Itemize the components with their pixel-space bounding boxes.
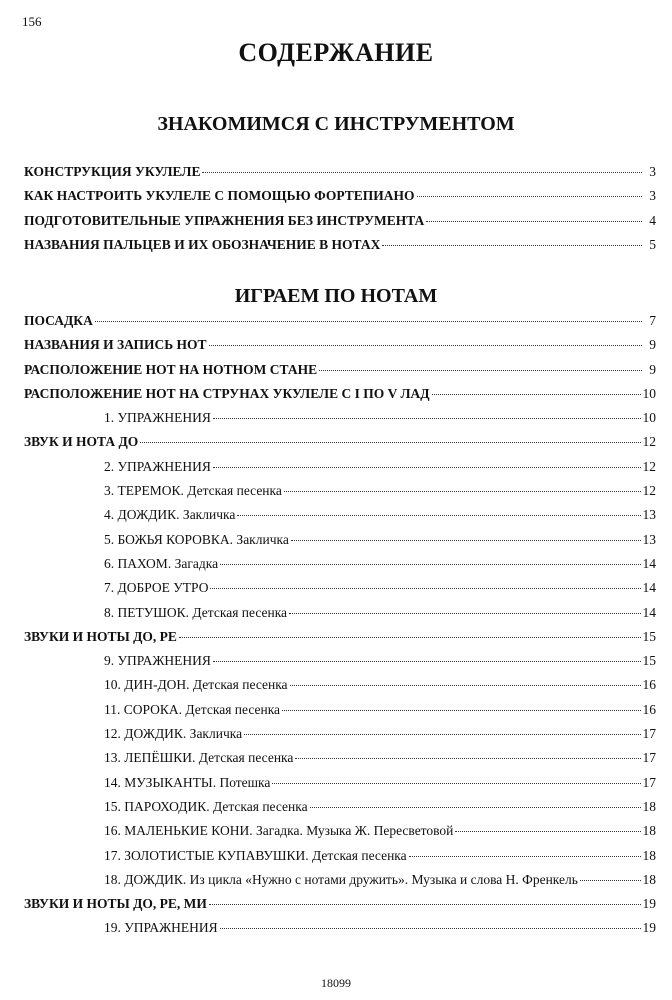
toc-entry-page: 18: [642, 847, 656, 863]
dot-leader: [210, 588, 640, 589]
toc-entry: [24, 649, 656, 673]
toc-entry-page: 9: [649, 361, 656, 377]
dot-leader: [220, 928, 641, 929]
toc-entry: [24, 892, 656, 916]
toc-entry-page: 12: [642, 458, 656, 474]
toc-entry: [24, 819, 656, 843]
toc-entry-page: 14: [642, 580, 656, 596]
toc-entry-page: 13: [642, 507, 656, 523]
dot-leader: [290, 685, 641, 686]
dot-leader: [291, 540, 641, 541]
toc-entry-page: 4: [649, 212, 656, 228]
toc-entry-title: ЗВУК И НОТА ДО: [24, 434, 139, 450]
toc-entry-page: 12: [642, 434, 656, 450]
toc-entry-title: РАСПОЛОЖЕНИЕ НОТ НА НОТНОМ СТАНЕ: [24, 361, 318, 377]
toc-entry-title: ЗВУКИ И НОТЫ ДО, РЕ, МИ: [24, 896, 207, 912]
toc-entry-page: 17: [642, 726, 656, 742]
footer-code: 18099: [321, 976, 351, 990]
dot-leader: [95, 321, 642, 322]
toc-entry-page: 15: [642, 653, 656, 669]
toc-entry-title: ПОСАДКА: [24, 313, 93, 328]
toc-entry-page: 18: [642, 871, 656, 887]
dot-leader: [455, 831, 640, 832]
dot-leader: [282, 710, 640, 711]
toc-entry-page: 13: [642, 531, 656, 547]
toc-entry: [24, 552, 656, 576]
dot-leader: [580, 880, 641, 881]
toc-entry: [24, 625, 656, 649]
dot-leader: [202, 172, 642, 173]
toc-entry-page: 18: [642, 798, 656, 814]
toc-entry-page: 14: [642, 604, 656, 620]
toc-entry-title: РАСПОЛОЖЕНИЕ НОТ НА СТРУНАХ УКУЛЕЛЕ С I ПО V ЛАД: [24, 385, 430, 401]
dot-leader: [272, 783, 640, 784]
toc-entry: [24, 722, 656, 746]
dot-leader: [284, 491, 641, 492]
toc-entry: [24, 868, 656, 892]
dot-leader: [289, 613, 640, 614]
toc-entry: [24, 746, 656, 770]
toc-entry-title: НАЗВАНИЯ ПАЛЬЦЕВ И ИХ ОБОЗНАЧЕНИЕ В НОТАХ: [24, 236, 381, 252]
toc-entry: [24, 160, 656, 184]
toc-entry: [24, 358, 656, 382]
toc-entry: [24, 844, 656, 868]
dot-leader: [209, 904, 641, 905]
dot-leader: [179, 637, 641, 638]
toc-entry-title: КАК НАСТРОИТЬ УКУЛЕЛЕ С ПОМОЩЬЮ ФОРТЕПИАНО: [24, 188, 415, 204]
toc-entry-page: 19: [642, 920, 656, 936]
toc-entry-page: 18: [642, 823, 656, 839]
toc-entry-page: 19: [642, 896, 656, 912]
toc-entry-title: 5. БОЖЬЯ КОРОВКА. Закличка: [104, 531, 289, 547]
toc-entry: [24, 382, 656, 406]
toc-entry: [24, 333, 656, 357]
toc-entry: [24, 576, 656, 600]
section-title-1: ЗНАКОМИМСЯ С ИНСТРУМЕНТОМ: [157, 113, 515, 135]
toc-entry-title: 16. МАЛЕНЬКИЕ КОНИ. Загадка. Музыка Ж. Пересветовой: [104, 823, 454, 839]
toc-entry-title: 13. ЛЕПЁШКИ. Детская песенка: [104, 750, 294, 766]
toc-entry-title: 15. ПАРОХОДИК. Детская песенка: [104, 798, 308, 814]
toc-entry-page: 16: [642, 701, 656, 717]
dot-leader: [213, 467, 641, 468]
toc-entry-title: 7. ДОБРОЕ УТРО: [104, 580, 209, 596]
toc-entry-page: 3: [649, 188, 656, 204]
toc-entry: [24, 698, 656, 722]
toc-entry-title: 17. ЗОЛОТИСТЫЕ КУПАВУШКИ. Детская песенка: [104, 847, 407, 863]
toc-section-1: [24, 160, 656, 257]
dot-leader: [426, 221, 642, 222]
toc-entry: [24, 233, 656, 257]
toc-entry-page: 15: [642, 628, 656, 644]
toc-entry-title: 10. ДИН-ДОН. Детская песенка: [104, 677, 288, 693]
dot-leader: [417, 196, 642, 197]
toc-entry-title: 19. УПРАЖНЕНИЯ: [104, 920, 218, 936]
toc-entry-title: 18. ДОЖДИК. Из цикла «Нужно с нотами дружить». Музыка и слова Н. Френкель: [104, 871, 578, 887]
section-title-2: ИГРАЕМ ПО НОТАМ: [234, 285, 438, 307]
toc-section-2: [24, 309, 656, 941]
toc-entry-page: 16: [642, 677, 656, 693]
dot-leader: [295, 758, 640, 759]
toc-entry: [24, 309, 656, 333]
dot-leader: [310, 807, 641, 808]
toc-entry-page: 14: [642, 555, 656, 571]
toc-entry-page: 9: [649, 337, 656, 353]
toc-entry-title: 2. УПРАЖНЕНИЯ: [104, 458, 211, 474]
toc-entry-title: 12. ДОЖДИК. Закличка: [104, 726, 243, 742]
dot-leader: [319, 370, 642, 371]
toc-entry-title: 8. ПЕТУШОК. Детская песенка: [104, 604, 288, 620]
toc-entry: [24, 528, 656, 552]
toc-entry-page: 17: [642, 750, 656, 766]
toc-entry-title: 14. МУЗЫКАНТЫ. Потешка: [104, 774, 271, 790]
toc-entry-title: ПОДГОТОВИТЕЛЬНЫЕ УПРАЖНЕНИЯ БЕЗ ИНСТРУМЕНТА: [24, 212, 425, 228]
toc-entry-title: КОНСТРУКЦИЯ УКУЛЕЛЕ: [24, 164, 201, 179]
toc-entry-title: ЗВУКИ И НОТЫ ДО, РЕ: [24, 628, 177, 644]
toc-entry-page: 12: [642, 483, 656, 499]
toc-entry: [24, 455, 656, 479]
toc-entry-title: 3. ТЕРЕМОК. Детская песенка: [104, 483, 282, 499]
page-title: СОДЕРЖАНИЕ: [238, 38, 434, 67]
toc-entry-title: 4. ДОЖДИК. Закличка: [104, 507, 236, 523]
toc-entry-title: 9. УПРАЖНЕНИЯ: [104, 653, 211, 669]
toc-entry: [24, 795, 656, 819]
toc-entry: [24, 479, 656, 503]
toc-entry: [24, 209, 656, 233]
dot-leader: [237, 515, 640, 516]
toc-entry-title: 6. ПАХОМ. Загадка: [104, 555, 219, 571]
toc-entry: [24, 184, 656, 208]
page-number: 156: [22, 14, 42, 29]
toc-entry-title: 11. СОРОКА. Детская песенка: [104, 701, 281, 717]
toc-entry: [24, 673, 656, 697]
toc-entry: [24, 503, 656, 527]
toc-entry-title: НАЗВАНИЯ И ЗАПИСЬ НОТ: [24, 337, 207, 353]
dot-leader: [432, 394, 641, 395]
toc-entry: [24, 430, 656, 454]
toc-entry-page: 17: [642, 774, 656, 790]
dot-leader: [409, 856, 641, 857]
toc-entry: [24, 771, 656, 795]
dot-leader: [209, 345, 642, 346]
dot-leader: [213, 418, 641, 419]
toc-entry-page: 5: [649, 236, 656, 252]
dot-leader: [213, 661, 641, 662]
dot-leader: [382, 245, 642, 246]
toc-entry-title: 1. УПРАЖНЕНИЯ: [104, 410, 211, 426]
dot-leader: [220, 564, 640, 565]
toc-entry: [24, 601, 656, 625]
toc-entry-page: 10: [642, 385, 656, 401]
toc-entry: [24, 406, 656, 430]
toc-entry: [24, 916, 656, 940]
toc-entry-page: 7: [649, 313, 656, 328]
toc-entry-page: 3: [649, 164, 656, 179]
dot-leader: [244, 734, 640, 735]
dot-leader: [140, 442, 640, 443]
toc-entry-page: 10: [642, 410, 656, 426]
